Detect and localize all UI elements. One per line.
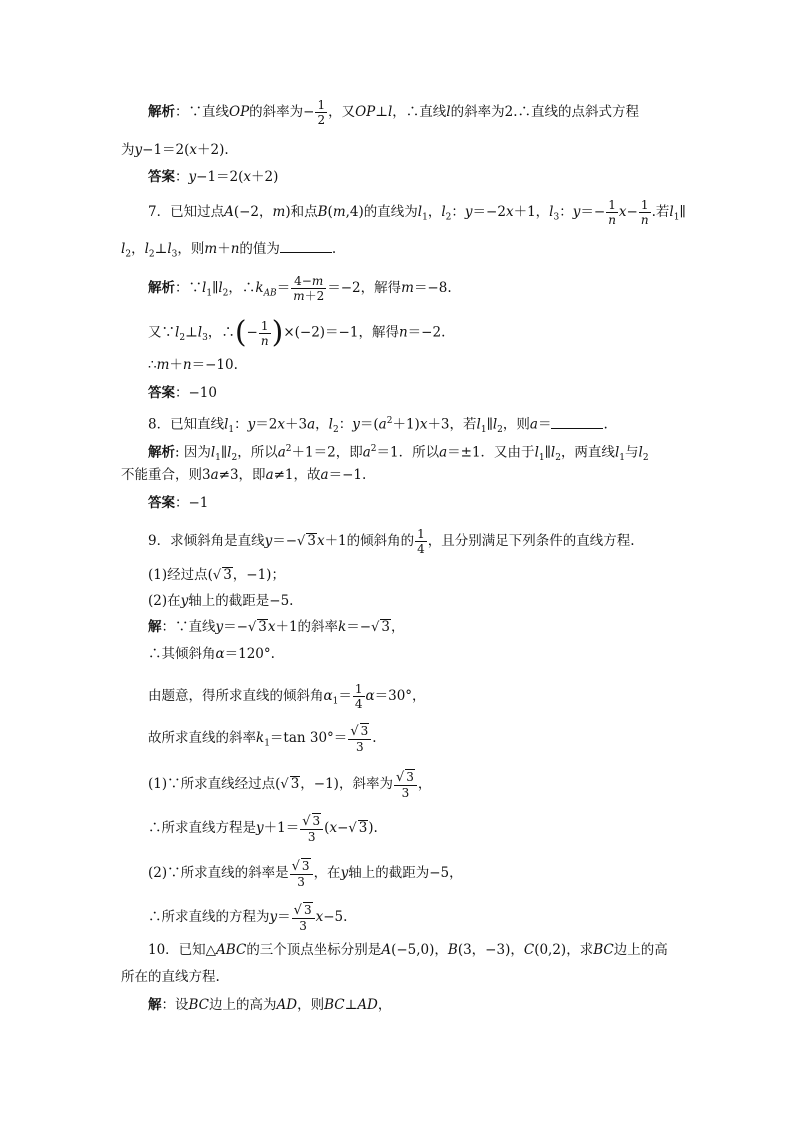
- question-7-solution-3: ∴m＋n＝−10.: [148, 357, 238, 373]
- question-10-line-1: 10．已知△ABC的三个顶点坐标分别是A(−5,0)，B(3，−3)，C(0,2)，求BC边上的高: [148, 942, 668, 958]
- question-7-solution-1: 解析：$\because l_1\parallel l_2$，$\therefore k_{AB}=$ $\frac{4-m}{m+2}$ ＝−2，解得m＝−8.: [148, 274, 452, 303]
- answer-line-8: 答案：−1: [148, 495, 209, 511]
- solution-line-2: 为y−1＝2(x＋2).: [121, 142, 229, 158]
- question-9-line-1: 9．求倾斜角是直线y＝−√ 3x＋1的倾斜角的 $\frac{1}{4}$ ，且分别满足下列条件的直线方程.: [148, 527, 635, 556]
- question-9-solution-4: 故所求直线的斜率$k_1=\tan$ 30°＝ $\frac{√ 3}{3}$ .: [148, 724, 377, 754]
- question-10-solution-1: 解：设BC边上的高为AD，则BC⊥AD，: [148, 997, 392, 1013]
- answer-line-7: 答案：−10: [148, 385, 217, 401]
- answer-line-6: 答案：y−1＝2(x＋2): [148, 169, 279, 185]
- question-9-solution-7: (2)∵所求直线的斜率是 $\frac{√ 3}{3}$ ，在y轴上的截距为−5，: [148, 859, 463, 889]
- question-9-solution-2: ∴其倾斜角α＝120°.: [148, 646, 275, 662]
- question-7-line-2: $l_2$，$l_2\perp l_3$，则m＋n的值为 .: [121, 241, 337, 260]
- question-10-line-2: 所在的直线方程.: [121, 969, 220, 985]
- question-8-line-1: 8．已知直线$l_1$：y＝2x＋3a，$l_2$：$y=(a^2+1)x+3$，若$l_1\parallel l_2$，则a＝ .: [148, 416, 608, 436]
- question-9-solution-3: 由题意，得所求直线的倾斜角$\alpha_1=$ $\frac{1}{4}$ α＝30°，: [148, 682, 426, 711]
- question-9-solution-8: ∴所求直线的方程为y＝ $\frac{√ 3}{3}$ x−5.: [148, 903, 348, 933]
- question-8-solution-2: 不能重合，则3a≠3，即a≠1，故a＝−1.: [121, 467, 367, 483]
- question-9-solution-6: ∴所求直线方程是y＋1＝ $\frac{√ 3}{3}$ (x−√ 3).: [148, 814, 378, 844]
- question-9-solution-1: 解：∵直线y＝−√ 3x＋1的斜率k＝−√ 3，: [148, 619, 405, 635]
- question-7-line-1: 7．已知过点A(−2，m)和点B(m,4)的直线为$l_1$，$l_2$：y＝−2x＋1，$l_3$：y＝− $\frac{1}{n}$ x− $\frac{1}{n}$ .若$l_1\parallel$: [148, 198, 686, 227]
- question-9-condition-1: (1)经过点(√ 3，−1)；: [148, 567, 285, 583]
- question-8-solution-1: 解析: 因为$l_1\parallel l_2$，所以$a^2+1=2$，即$a^2=1$．所以a＝±1．又由于$l_1\parallel l_2$，两直线$l_1$与$l_2$: [148, 444, 649, 464]
- solution-line-1: 解析：∵直线OP的斜率为− $\frac{1}{2}$ ，又OP⊥l，∴直线l的斜率为2.∴直线的点斜式方程: [148, 98, 640, 127]
- question-9-condition-2: (2)在y轴上的截距是−5.: [148, 593, 294, 609]
- question-9-solution-5: (1)∵所求直线经过点(√ 3，−1)，斜率为 $\frac{√ 3}{3}$ ，: [148, 770, 432, 800]
- question-7-solution-2: 又$\because l_2\perp l_3$，∴(− $\frac{1}{n}$ )×(−2)＝−1，解得n＝−2.: [148, 315, 446, 350]
